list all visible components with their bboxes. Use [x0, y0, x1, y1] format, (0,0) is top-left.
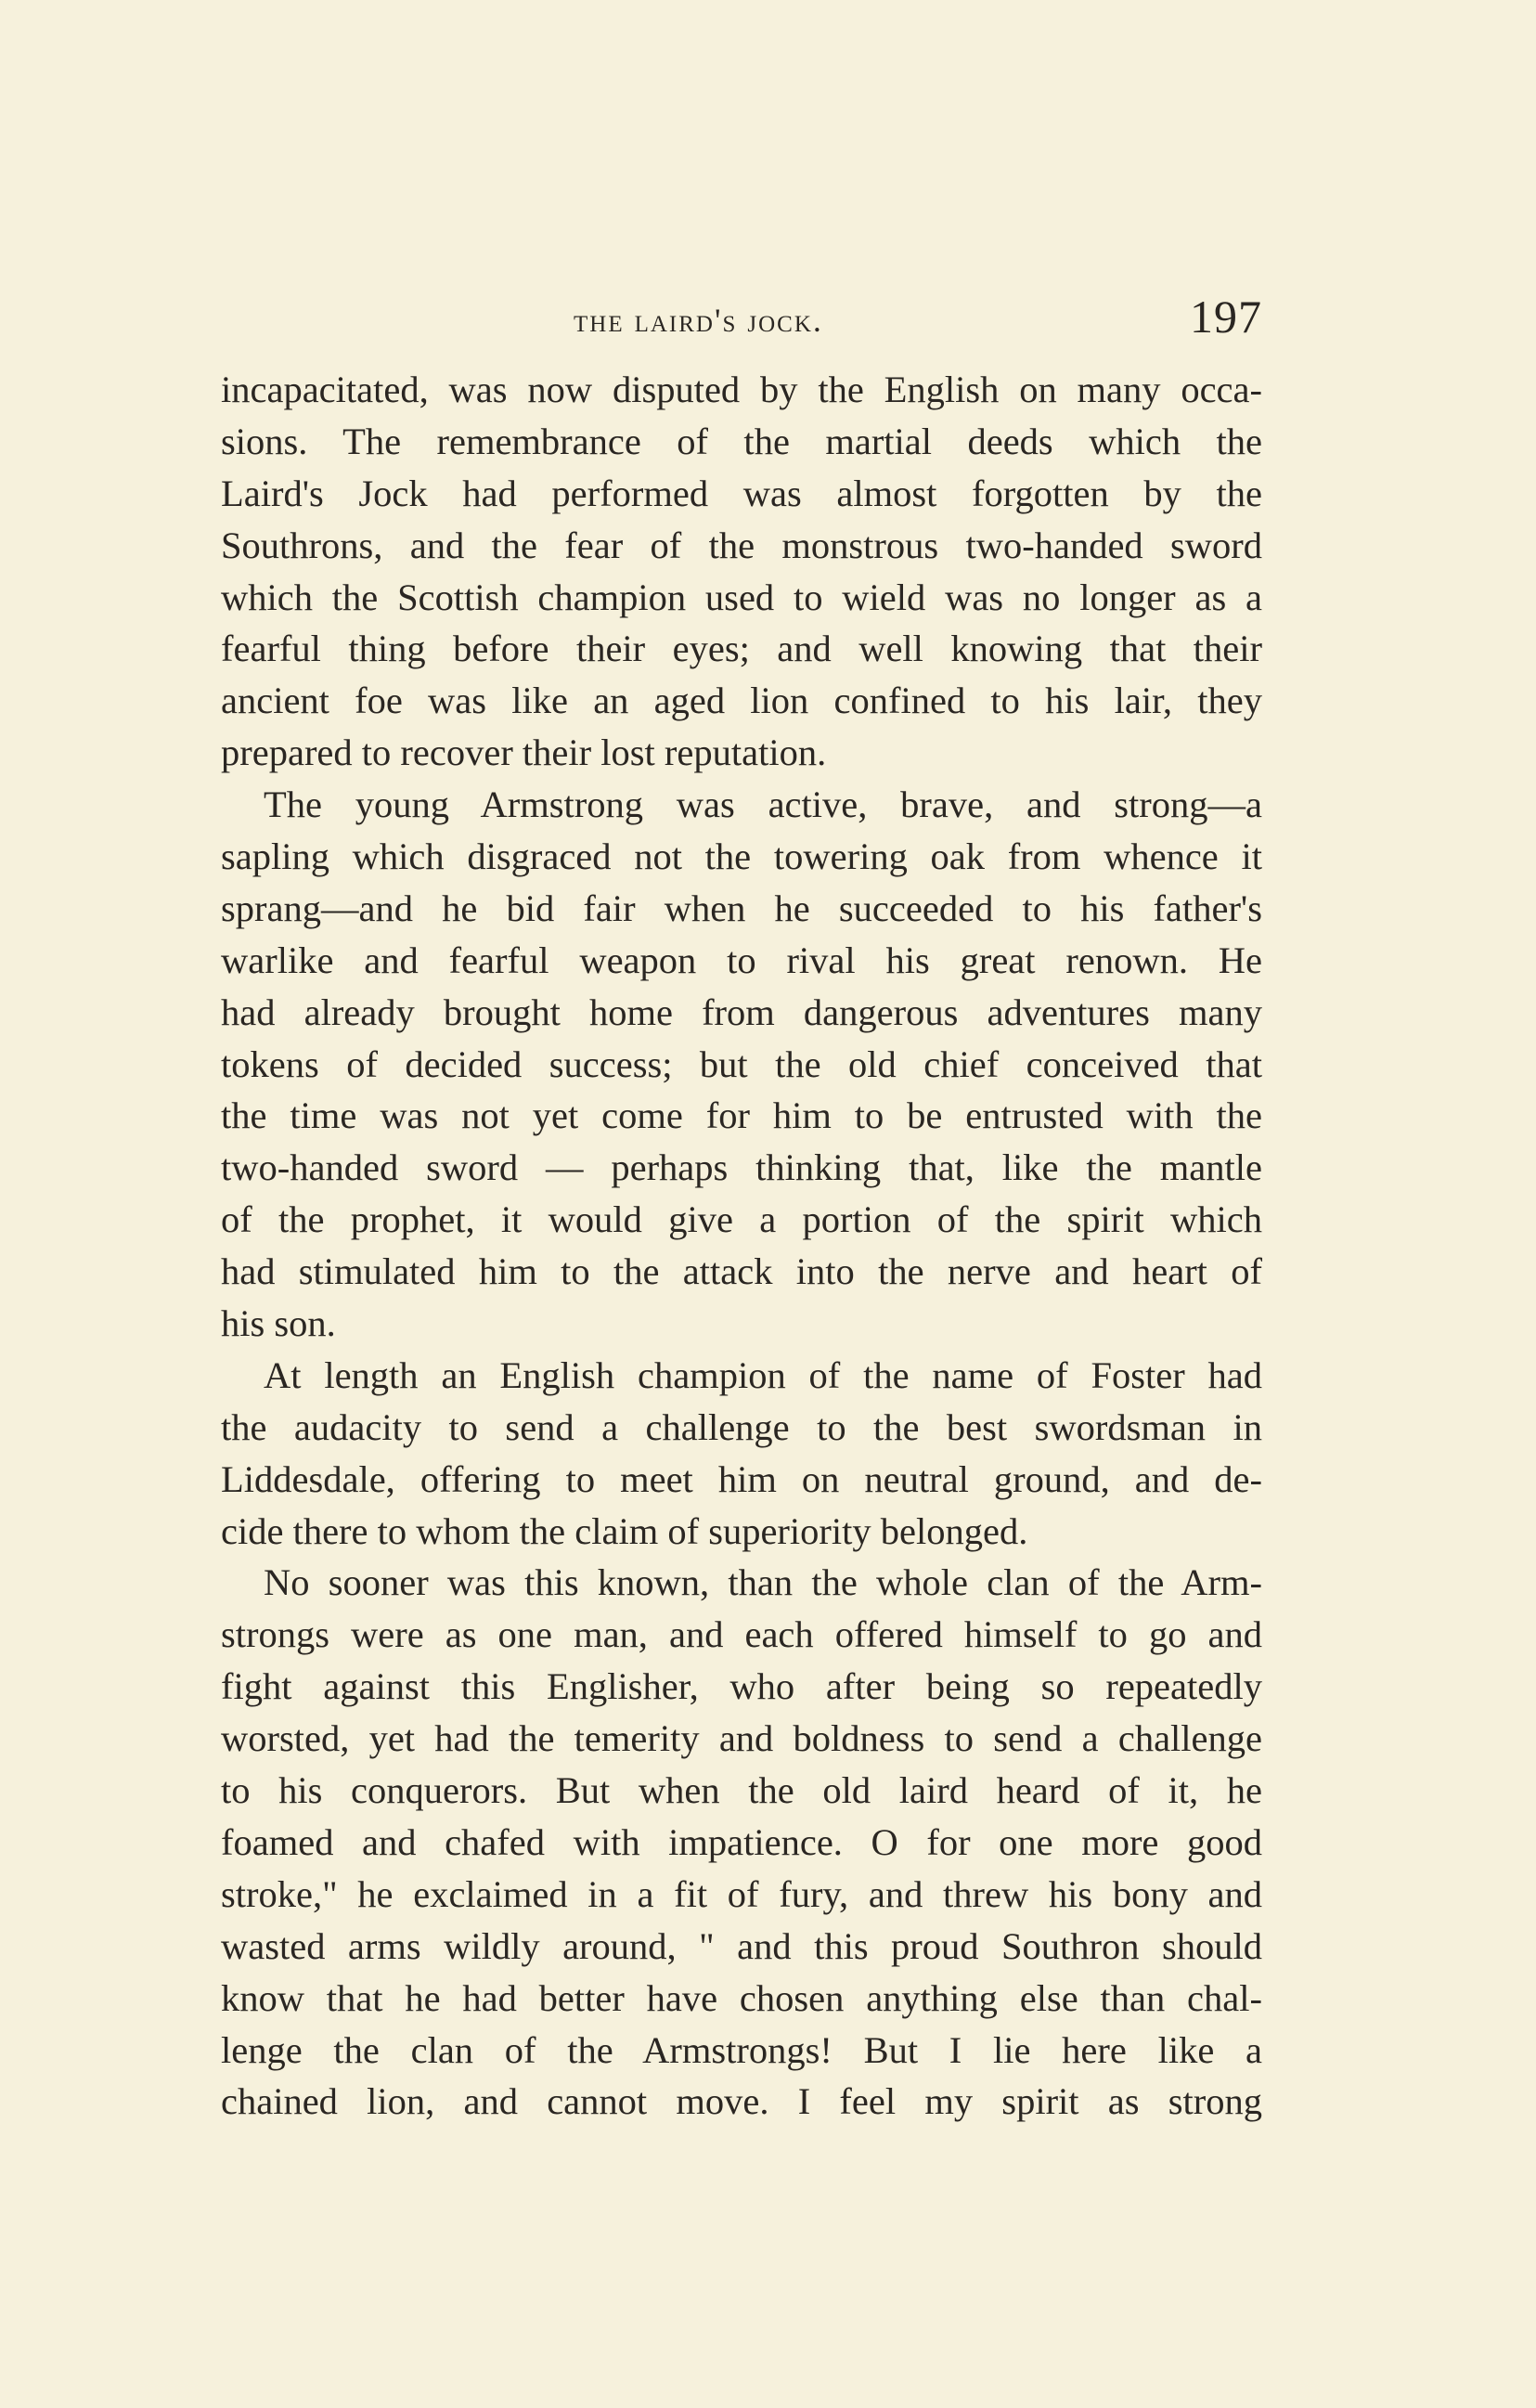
text-line: cide there to whom the claim of superiority belonged. — [221, 1509, 1028, 1552]
text-line: prepared to recover their lost reputation. — [221, 731, 827, 774]
text-line: sapling which disgraced not the towering oak from whence it — [221, 835, 1262, 878]
text-line: to his conquerors. But when the old laird heard of it, he — [221, 1769, 1262, 1812]
body-text — [221, 364, 1262, 2128]
text-line: Southrons, and the fear of the monstrous two-handed sword — [221, 524, 1262, 566]
text-line: lenge the clan of the Armstrongs! But I lie here like a — [221, 2028, 1262, 2071]
text-line: sions. The remembrance of the martial deeds which the — [221, 420, 1262, 462]
running-title: the laird's jock. — [574, 302, 823, 339]
text-line: warlike and fearful weapon to rival his great renown. He — [221, 939, 1262, 981]
text-line: incapacitated, was now disputed by the English on many occa- — [221, 369, 1262, 410]
text-line: his son. — [221, 1302, 336, 1345]
text-line: Liddesdale, offering to meet him on neutral ground, and de- — [221, 1457, 1262, 1500]
text-line: chained lion, and cannot move. I feel my spirit as strong — [221, 2080, 1262, 2123]
text-line: foamed and chafed with impatience. O for one more good — [221, 1820, 1262, 1863]
text-line: two-handed sword — perhaps thinking that, like the mantle — [221, 1146, 1262, 1189]
text-line: worsted, yet had the temerity and boldness to send a challenge — [221, 1717, 1262, 1760]
text-line: The young Armstrong was active, brave, and strong—a — [264, 783, 1262, 826]
text-line: No sooner was this known, than the whole clan of the Arm- — [264, 1561, 1262, 1604]
text-line: stroke," he exclaimed in a fit of fury, and threw his bony and — [221, 1872, 1262, 1915]
text-line: know that he had better have chosen anything else than chal- — [221, 1976, 1262, 2019]
text-line: sprang—and he bid fair when he succeeded to his father's — [221, 887, 1262, 929]
text-line: wasted arms wildly around, " and this proud Southron should — [221, 1924, 1262, 1967]
text-line: fight against this Englisher, who after being so repeatedly — [221, 1665, 1262, 1708]
text-line: At length an English champion of the name of Foster had — [264, 1353, 1262, 1396]
text-line: tokens of decided success; but the old chief conceived that — [221, 1042, 1262, 1085]
text-line: had stimulated him to the attack into the nerve and heart of — [221, 1250, 1262, 1293]
running-head — [221, 290, 1262, 345]
text-line: strongs were as one man, and each offered himself to go and — [221, 1613, 1262, 1656]
text-line: Laird's Jock had performed was almost forgotten by the — [221, 472, 1262, 514]
text-line: the audacity to send a challenge to the best swordsman in — [221, 1405, 1262, 1448]
page-number: 197 — [1190, 291, 1262, 343]
text-line: which the Scottish champion used to wield was no longer as a — [221, 576, 1262, 618]
text-line: ancient foe was like an aged lion confined to his lair, they — [221, 680, 1262, 722]
text-line: the time was not yet come for him to be entrusted with the — [221, 1094, 1262, 1137]
text-line: of the prophet, it would give a portion of the spirit which — [221, 1198, 1262, 1241]
text-line: had already brought home from dangerous adventures many — [221, 990, 1262, 1033]
text-line: fearful thing before their eyes; and well knowing that their — [221, 628, 1262, 670]
